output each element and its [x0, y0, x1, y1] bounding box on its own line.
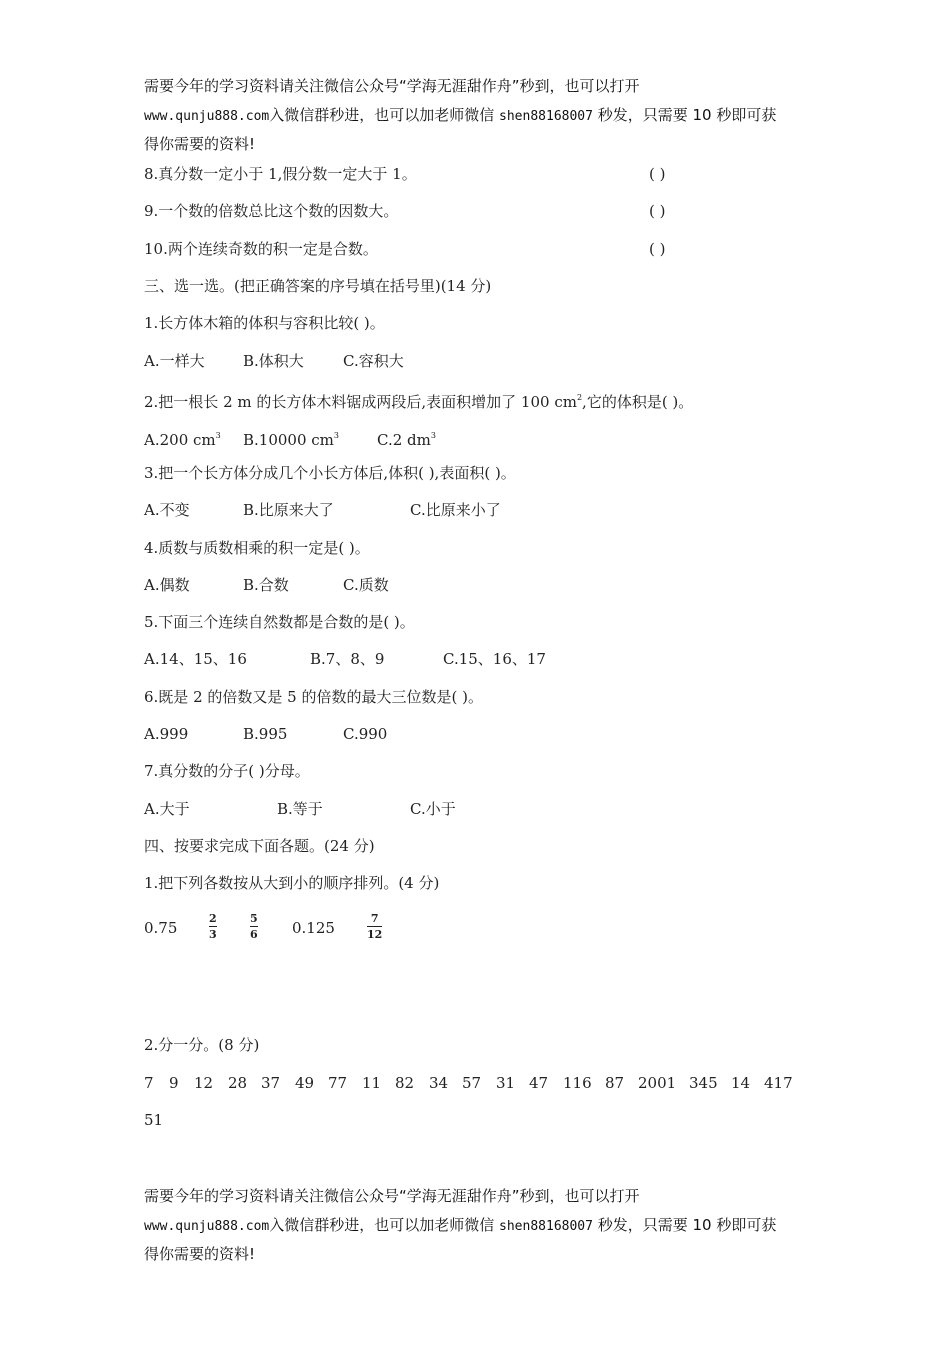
- judge-item-8: 8.真分数一定小于 1,假分数一定大于 1。: [144, 165, 417, 183]
- header-line2-end: 秒发，只需要 10 秒即可获: [597, 106, 777, 124]
- s4-q1-number-2: 0.125: [292, 919, 335, 937]
- s3-q2-option-b: B.10000 $cm^3$: [243, 431, 339, 449]
- s4-q2-text: 2.分一分。(8 分): [144, 1036, 260, 1054]
- s3-q2-sup: 2: [576, 393, 583, 402]
- sort-number: 2001: [638, 1074, 677, 1092]
- header-line2-mid: 入微信群秒进，也可以加老师微信: [269, 106, 495, 124]
- header-notice-line1: 需要今年的学习资料请关注微信公众号“学海无涯甜作舟”秒到，也可以打开: [144, 77, 640, 95]
- footer-url-link[interactable]: www.qunju888.com: [144, 1219, 270, 1234]
- s3-q3-option-c: C.比原来小了: [410, 501, 501, 519]
- s3-q1-option-c: C.容积大: [343, 352, 404, 370]
- judge-item-9: 9.一个数的倍数总比这个数的因数大。: [144, 202, 399, 220]
- sort-number: 37: [261, 1074, 281, 1092]
- s3-q5-option-c: C.15、16、17: [443, 650, 546, 668]
- judge-answer-10[interactable]: ( ): [649, 240, 666, 258]
- s3-q7-text: 7.真分数的分子( )分母。: [144, 762, 310, 780]
- judge-item-10: 10.两个连续奇数的积一定是合数。: [144, 240, 378, 258]
- sort-number: 14: [731, 1074, 751, 1092]
- sort-number: 9: [169, 1074, 179, 1092]
- sort-number: 28: [228, 1074, 248, 1092]
- sort-number: 417: [764, 1074, 793, 1092]
- s3-q1-option-a: A.一样大: [144, 352, 205, 370]
- s3-q3-option-a: A.不变: [144, 501, 190, 519]
- footer-notice-line3: 得你需要的资料!: [144, 1245, 256, 1263]
- footer-line2-mid: 入微信群秒进，也可以加老师微信: [269, 1216, 495, 1234]
- footer-notice-line1: 需要今年的学习资料请关注微信公众号“学海无涯甜作舟”秒到，也可以打开: [144, 1187, 640, 1205]
- header-notice-line3: 得你需要的资料!: [144, 135, 256, 153]
- sort-number: 12: [194, 1074, 214, 1092]
- sort-number: 49: [295, 1074, 315, 1092]
- sort-number: 7: [144, 1074, 154, 1092]
- sort-number: 77: [328, 1074, 348, 1092]
- s3-q4-option-b: B.合数: [243, 576, 289, 594]
- sort-number: 87: [605, 1074, 625, 1092]
- judge-answer-8[interactable]: ( ): [649, 165, 666, 183]
- s4-q1-fraction-1: 2 3: [209, 912, 217, 941]
- s3-q1-option-b: B.体积大: [243, 352, 304, 370]
- footer-wechat-id: shen88168007: [499, 1219, 593, 1234]
- s3-q6-option-b: B.995: [243, 725, 288, 743]
- s3-q1-text: 1.长方体木箱的体积与容积比较( )。: [144, 314, 385, 332]
- s3-q4-option-a: A.偶数: [144, 576, 190, 594]
- sort-number: 345: [689, 1074, 718, 1092]
- header-wechat-id: shen88168007: [499, 109, 593, 124]
- sort-number: 47: [529, 1074, 549, 1092]
- sort-number: 51: [144, 1111, 164, 1129]
- section4-title: 四、按要求完成下面各题。(24 分): [144, 837, 375, 855]
- s3-q2-text: 2.把一根长 2 m 的长方体木料锯成两段后,表面积增加了 100 $cm^2$,它的体积是( )。: [144, 393, 694, 411]
- s3-q4-option-c: C.质数: [343, 576, 389, 594]
- s4-q1-number-1: 0.75: [144, 919, 178, 937]
- s3-q6-option-a: A.999: [144, 725, 189, 743]
- s3-q5-option-b: B.7、8、9: [310, 650, 385, 668]
- s3-q4-text: 4.质数与质数相乘的积一定是( )。: [144, 539, 370, 557]
- s4-q1-fraction-3: 7 12: [367, 912, 383, 941]
- sort-number: 34: [429, 1074, 449, 1092]
- judge-answer-9[interactable]: ( ): [649, 202, 666, 220]
- s3-q2-option-a: A.200 $cm^3$: [144, 431, 221, 449]
- s3-q6-option-c: C.990: [343, 725, 388, 743]
- s3-q7-option-c: C.小于: [410, 800, 456, 818]
- sort-number: 82: [395, 1074, 415, 1092]
- sort-number: 57: [462, 1074, 482, 1092]
- section3-title: 三、选一选。(把正确答案的序号填在括号里)(14 分): [144, 277, 492, 295]
- s3-q6-text: 6.既是 2 的倍数又是 5 的倍数的最大三位数是( )。: [144, 688, 483, 706]
- s4-q1-text: 1.把下列各数按从大到小的顺序排列。(4 分): [144, 874, 440, 892]
- footer-line2-end: 秒发，只需要 10 秒即可获: [597, 1216, 777, 1234]
- s3-q7-option-b: B.等于: [277, 800, 323, 818]
- s3-q3-option-b: B.比原来大了: [243, 501, 334, 519]
- s3-q5-text: 5.下面三个连续自然数都是合数的是( )。: [144, 613, 415, 631]
- s3-q3-text: 3.把一个长方体分成几个小长方体后,体积( ),表面积( )。: [144, 464, 516, 482]
- header-notice-line2: [144, 105, 776, 127]
- s3-q7-option-a: A.大于: [144, 800, 190, 818]
- sort-number: 31: [496, 1074, 516, 1092]
- s3-q5-option-a: A.14、15、16: [144, 650, 247, 668]
- sort-number: 11: [362, 1074, 382, 1092]
- s3-q2-option-c: C.2 $dm^3$: [377, 431, 436, 449]
- header-url-link[interactable]: www.qunju888.com: [144, 109, 270, 124]
- sort-number: 116: [563, 1074, 592, 1092]
- footer-notice-line2: [144, 1215, 776, 1237]
- s4-q1-fraction-2: 5 6: [250, 912, 258, 941]
